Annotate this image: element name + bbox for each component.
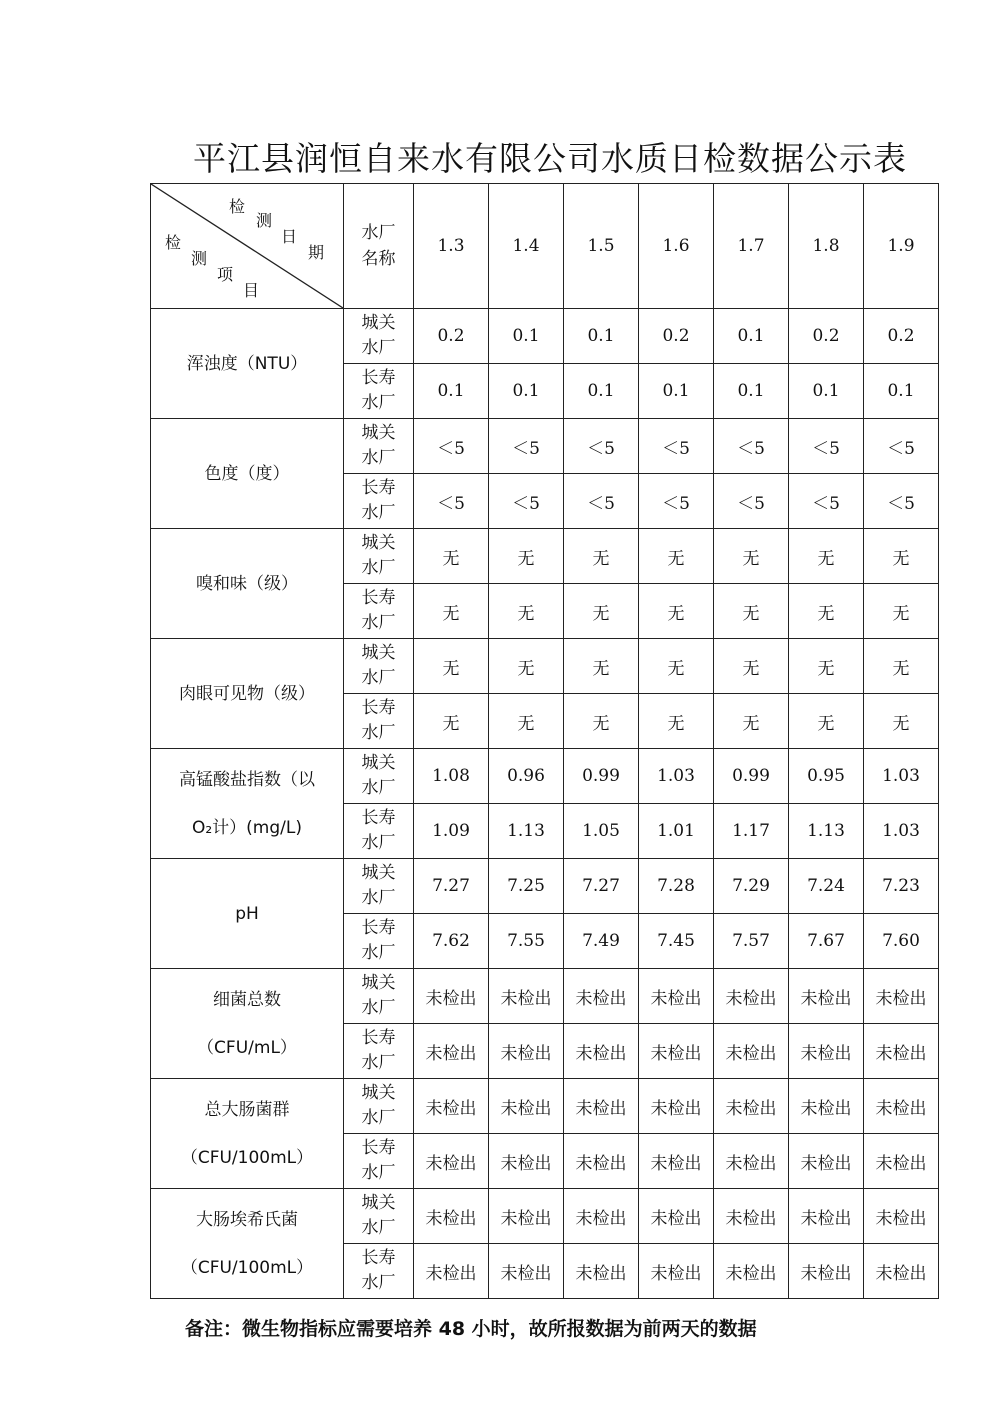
value-cell: 0.96 [489,749,564,804]
value-cell: ＜5 [639,474,714,529]
value-cell: 1.03 [864,804,939,859]
plant-name [344,1244,414,1299]
test-item-name [151,309,344,419]
value-cell: 7.62 [414,914,489,969]
value-cell: ＜5 [864,419,939,474]
test-item-name [151,419,344,529]
plant-name-line: 长寿 [361,588,396,608]
plant-name-line: 水厂 [361,613,396,633]
value-cell: 无 [564,639,639,694]
value-cell: 无 [564,529,639,584]
value-cell: ＜5 [564,419,639,474]
test-item-name [151,639,344,749]
plant-name-line: 城关 [361,1083,396,1103]
value-cell: 未检出 [864,969,939,1024]
plant-name [344,804,414,859]
value-cell: 0.2 [864,309,939,364]
header-row [151,184,939,309]
plant-name-line: 城关 [361,973,396,993]
value-cell: 1.17 [714,804,789,859]
value-cell: 无 [864,694,939,749]
test-item-line: 色度（度） [204,463,290,484]
table-row [151,1189,939,1244]
value-cell: 无 [639,584,714,639]
test-item-line: 高锰酸盐指数（以 [179,769,315,790]
date-header: 1.6 [639,184,714,309]
plant-name [344,969,414,1024]
table-row [151,969,939,1024]
value-cell: 0.1 [864,364,939,419]
value-cell: 7.29 [714,859,789,914]
page-title: 平江县润恒自来水有限公司水质日检数据公示表 [193,139,907,178]
value-cell: 未检出 [789,969,864,1024]
corner-date-char: 日 [281,227,298,246]
value-cell: 0.2 [789,309,864,364]
value-cell: 未检出 [489,1079,564,1134]
value-cell: 0.99 [714,749,789,804]
date-header: 1.5 [564,184,639,309]
date-header: 1.7 [714,184,789,309]
value-cell: 无 [489,529,564,584]
value-cell: 0.1 [714,309,789,364]
test-item-line: 总大肠菌群 [204,1099,290,1120]
value-cell: 1.08 [414,749,489,804]
plant-name-line: 水厂 [361,1163,396,1183]
plant-name-line: 长寿 [361,698,396,718]
value-cell: 0.1 [639,364,714,419]
value-cell: 未检出 [639,1079,714,1134]
value-cell: 未检出 [864,1244,939,1299]
plant-name-line: 长寿 [361,1138,396,1158]
footnote: 备注：微生物指标应需要培养 48 小时，故所报数据为前两天的数据 [185,1318,757,1340]
value-cell: 未检出 [564,1024,639,1079]
value-cell: ＜5 [714,474,789,529]
plant-name-line: 城关 [361,313,396,333]
test-item-line: 大肠埃希氏菌 [196,1209,298,1230]
value-cell: 7.27 [414,859,489,914]
value-cell: 未检出 [864,1134,939,1189]
value-cell: ＜5 [489,419,564,474]
value-cell: 0.95 [789,749,864,804]
value-cell: 无 [639,639,714,694]
value-cell: 未检出 [564,1189,639,1244]
plant-name-line: 城关 [361,423,396,443]
value-cell: 未检出 [714,1079,789,1134]
plant-name-line: 水厂 [361,1108,396,1128]
value-cell: 7.57 [714,914,789,969]
value-cell: 7.45 [639,914,714,969]
value-cell: 7.60 [864,914,939,969]
test-item-line: （CFU/100mL） [180,1147,314,1168]
table-body [151,184,939,1299]
test-item-name [151,529,344,639]
plant-name-line: 水厂 [361,1053,396,1073]
test-item-line: 嗅和味（级） [196,573,298,594]
plant-name [344,859,414,914]
value-cell: 无 [789,529,864,584]
value-cell: 无 [714,529,789,584]
value-cell: 无 [414,529,489,584]
date-header: 1.4 [489,184,564,309]
plant-name [344,1189,414,1244]
value-cell: ＜5 [789,419,864,474]
value-cell: 未检出 [714,1244,789,1299]
plant-header-line: 名称 [361,249,396,269]
value-cell: 0.1 [489,309,564,364]
value-cell: 7.25 [489,859,564,914]
value-cell: ＜5 [414,419,489,474]
value-cell: 未检出 [564,1079,639,1134]
value-cell: 无 [789,584,864,639]
plant-name-line: 水厂 [361,503,396,523]
value-cell: 未检出 [414,1244,489,1299]
plant-name [344,1079,414,1134]
plant-name-line: 长寿 [361,1028,396,1048]
table-row [151,419,939,474]
value-cell: 未检出 [789,1189,864,1244]
plant-name [344,309,414,364]
value-cell: ＜5 [789,474,864,529]
value-cell: 0.2 [639,309,714,364]
value-cell: 未检出 [789,1024,864,1079]
value-cell: 未检出 [489,969,564,1024]
plant-name-line: 城关 [361,533,396,553]
plant-name [344,749,414,804]
plant-name [344,419,414,474]
table-row [151,309,939,364]
value-cell: 1.09 [414,804,489,859]
value-cell: 1.05 [564,804,639,859]
value-cell: 无 [564,694,639,749]
plant-name-line: 长寿 [361,368,396,388]
value-cell: 无 [414,639,489,694]
plant-name-line: 水厂 [361,338,396,358]
value-cell: 未检出 [789,1244,864,1299]
value-cell: 无 [639,694,714,749]
plant-name-line: 水厂 [361,1273,396,1293]
test-item-line: 浑浊度（NTU） [186,353,308,374]
corner-item-char: 测 [191,249,208,268]
test-item-line: 肉眼可见物（级） [179,683,315,704]
date-header: 1.8 [789,184,864,309]
date-header: 1.9 [864,184,939,309]
value-cell: 未检出 [414,1024,489,1079]
plant-name-line: 水厂 [361,778,396,798]
value-cell: ＜5 [864,474,939,529]
value-cell: 未检出 [639,1189,714,1244]
corner-date-char: 期 [308,243,325,262]
value-cell: 0.1 [414,364,489,419]
value-cell: 0.1 [714,364,789,419]
plant-name-line: 水厂 [361,1218,396,1238]
table-row [151,529,939,584]
table-row [151,639,939,694]
plant-name-header [344,184,414,309]
plant-name-line: 城关 [361,753,396,773]
value-cell: 无 [864,584,939,639]
water-quality-table [150,183,939,1299]
plant-name-line: 城关 [361,1193,396,1213]
value-cell: 未检出 [414,1134,489,1189]
value-cell: ＜5 [414,474,489,529]
test-item-line: pH [235,903,259,924]
plant-name [344,364,414,419]
corner-item-char: 目 [243,281,260,300]
value-cell: 未检出 [639,1244,714,1299]
value-cell: 未检出 [864,1189,939,1244]
value-cell: 未检出 [714,1189,789,1244]
value-cell: 7.49 [564,914,639,969]
value-cell: 无 [639,529,714,584]
plant-name-line: 城关 [361,643,396,663]
value-cell: 未检出 [489,1134,564,1189]
value-cell: 未检出 [789,1079,864,1134]
value-cell: 无 [714,584,789,639]
value-cell: 7.55 [489,914,564,969]
corner-date-char: 检 [229,197,246,216]
test-item-line: 细菌总数 [213,989,281,1010]
plant-name-line: 水厂 [361,888,396,908]
plant-name [344,694,414,749]
value-cell: 未检出 [564,1244,639,1299]
plant-name-line: 长寿 [361,1248,396,1268]
value-cell: 1.01 [639,804,714,859]
value-cell: 无 [489,584,564,639]
value-cell: 未检出 [489,1244,564,1299]
value-cell: 0.1 [564,309,639,364]
corner-date-char: 测 [256,211,273,230]
test-item-line: （CFU/100mL） [180,1257,314,1278]
plant-name-line: 长寿 [361,808,396,828]
value-cell: 未检出 [489,1189,564,1244]
plant-name-line: 水厂 [361,448,396,468]
value-cell: 未检出 [639,969,714,1024]
date-header: 1.3 [414,184,489,309]
value-cell: 1.13 [489,804,564,859]
value-cell: 无 [864,639,939,694]
plant-name [344,1024,414,1079]
test-item-name [151,1189,344,1299]
plant-name-line: 水厂 [361,558,396,578]
corner-item-char: 检 [165,233,182,252]
table-row [151,859,939,914]
test-item-name [151,969,344,1079]
value-cell: 无 [864,529,939,584]
test-item-line: O₂计）(mg/L) [191,817,302,838]
diagonal-header-cell [151,184,344,309]
value-cell: 未检出 [414,969,489,1024]
value-cell: 7.67 [789,914,864,969]
value-cell: 未检出 [489,1024,564,1079]
value-cell: ＜5 [564,474,639,529]
plant-header-line: 水厂 [361,223,396,243]
value-cell: 1.13 [789,804,864,859]
plant-name-line: 水厂 [361,833,396,853]
value-cell: 1.03 [639,749,714,804]
value-cell: 0.2 [414,309,489,364]
plant-name-line: 水厂 [361,723,396,743]
value-cell: 无 [714,639,789,694]
table-row [151,749,939,804]
value-cell: ＜5 [714,419,789,474]
value-cell: 未检出 [639,1024,714,1079]
value-cell: 7.28 [639,859,714,914]
test-item-name [151,749,344,859]
plant-name-line: 水厂 [361,943,396,963]
plant-name-line: 长寿 [361,478,396,498]
plant-name-line: 城关 [361,863,396,883]
value-cell: 7.27 [564,859,639,914]
test-item-line: （CFU/mL） [197,1037,297,1058]
value-cell: 未检出 [414,1189,489,1244]
value-cell: ＜5 [639,419,714,474]
plant-name [344,529,414,584]
value-cell: 未检出 [414,1079,489,1134]
value-cell: 未检出 [789,1134,864,1189]
plant-name-line: 长寿 [361,918,396,938]
value-cell: 0.1 [789,364,864,419]
value-cell: 无 [789,694,864,749]
value-cell: 1.03 [864,749,939,804]
value-cell: 无 [789,639,864,694]
value-cell: 无 [489,694,564,749]
plant-name [344,584,414,639]
corner-item-char: 项 [217,265,234,284]
value-cell: 0.1 [489,364,564,419]
value-cell: 0.99 [564,749,639,804]
value-cell: 无 [564,584,639,639]
value-cell: 无 [414,584,489,639]
value-cell: 未检出 [714,969,789,1024]
value-cell: 0.1 [564,364,639,419]
plant-name-line: 水厂 [361,668,396,688]
table-row [151,1079,939,1134]
plant-name [344,474,414,529]
value-cell: 未检出 [864,1024,939,1079]
test-item-name [151,859,344,969]
value-cell: 7.23 [864,859,939,914]
plant-name [344,914,414,969]
value-cell: 未检出 [714,1024,789,1079]
plant-name-line: 水厂 [361,393,396,413]
value-cell: 无 [489,639,564,694]
value-cell: 未检出 [864,1079,939,1134]
value-cell: 无 [714,694,789,749]
test-item-name [151,1079,344,1189]
value-cell: 无 [414,694,489,749]
value-cell: 未检出 [639,1134,714,1189]
value-cell: 未检出 [564,1134,639,1189]
value-cell: 未检出 [564,969,639,1024]
value-cell: 未检出 [714,1134,789,1189]
plant-name [344,639,414,694]
value-cell: 7.24 [789,859,864,914]
value-cell: ＜5 [489,474,564,529]
plant-name [344,1134,414,1189]
plant-name-line: 水厂 [361,998,396,1018]
